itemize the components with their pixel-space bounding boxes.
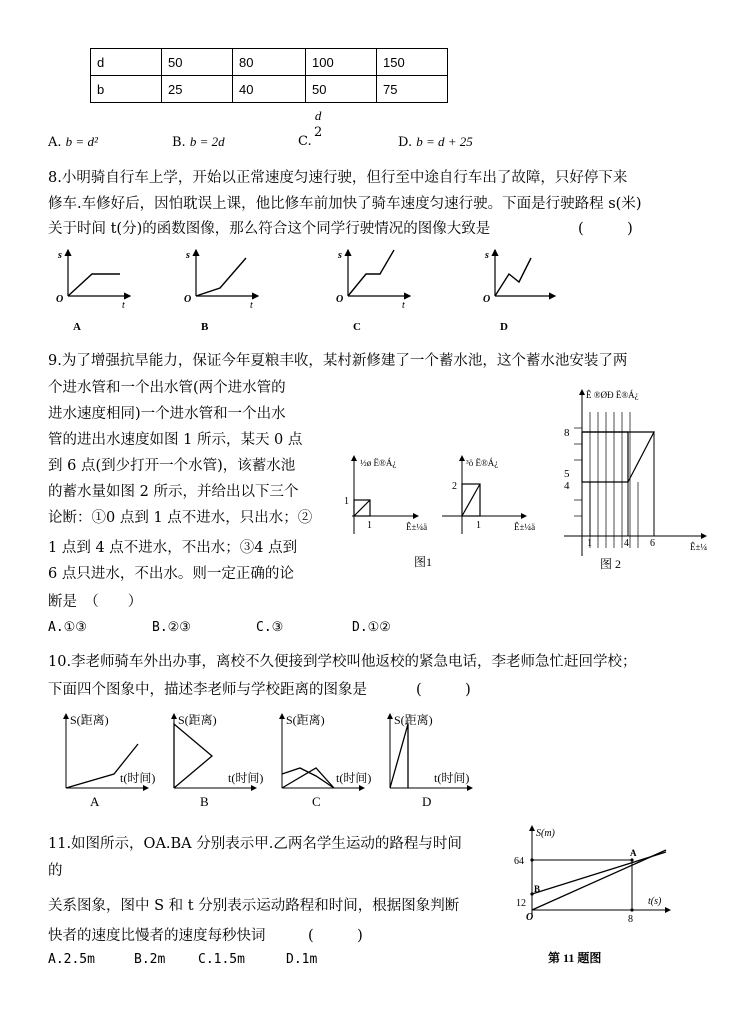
fig1-inflow-chart — [344, 456, 427, 534]
graph-label: B — [200, 794, 209, 809]
q9-text-line: 1 点到 4 点不进水，不出水；③4 点到 — [48, 540, 298, 556]
q11-option-d: D.1m — [286, 952, 318, 967]
q8-graph-d — [483, 250, 555, 333]
q9-option-a: A.①③ — [48, 620, 87, 635]
q9-text-line: 个进水管和一个出水管(两个进水管的 — [48, 380, 286, 396]
q11-line-1b: 的 — [48, 863, 63, 879]
table-cell: 40 — [233, 76, 306, 103]
q8-line-1: 8.小明骑自行车上学，开始以正常速度匀速行驶，但行至中途自行车出了故障，只好停下来 — [48, 170, 628, 186]
point-label: B — [534, 884, 541, 894]
q11-line-3: 快者的速度比慢者的速度每秒快词 — [48, 928, 266, 944]
option-label: A. — [48, 135, 62, 150]
q9-text-line: 论断：①0 点到 1 点不进水，只出水；② — [48, 510, 313, 526]
figure-caption: 图1 — [414, 555, 433, 569]
q7-option-b — [172, 134, 225, 150]
q9-text-line: 断是 （ ） — [48, 594, 143, 610]
axis-label: S(距离) — [178, 713, 217, 727]
q10-graph-a — [66, 713, 155, 809]
q11-option-a: A.2.5m — [48, 952, 95, 967]
table-cell: d — [91, 49, 162, 76]
axis-label: t — [122, 300, 125, 311]
table-cell: 25 — [162, 76, 233, 103]
option-label: B. — [172, 135, 186, 150]
q10-graph-d — [390, 713, 472, 809]
axis-label: ½ø Ë®Á¿ — [360, 458, 397, 468]
data-table — [90, 48, 448, 103]
tick-label: 6 — [650, 538, 655, 549]
tick-label: 4 — [564, 480, 570, 492]
tick-label: 1 — [367, 520, 372, 531]
point-label: A — [630, 848, 637, 858]
table-cell: 80 — [233, 49, 306, 76]
tick-label: 8 — [628, 914, 633, 925]
figure-caption: 图 2 — [600, 557, 622, 571]
tick-label: 8 — [564, 427, 570, 439]
q8-graph-b — [184, 250, 258, 333]
tick-label: 2 — [452, 481, 457, 492]
origin-label: O — [184, 294, 192, 305]
tick-label: 1 — [476, 520, 481, 531]
axis-label: Ê±¼ — [690, 542, 708, 552]
q11-line-2: 关系图象，图中 S 和 t 分别表示运动路程和时间，根据图象判断 — [48, 898, 460, 914]
q10-answer-paren: ( ) — [416, 682, 471, 698]
q8-answer-paren: ( ) — [578, 221, 633, 237]
fraction-denominator: 2 — [314, 125, 323, 140]
table-cell: 150 — [377, 49, 448, 76]
q8-line-3: 关于时间 t(分)的函数图像，那么符合这个同学行驶情况的图像大致是 — [48, 221, 491, 237]
fraction-numerator: d — [314, 108, 322, 123]
q10-graph-b — [174, 713, 263, 809]
table-cell: 50 — [306, 76, 377, 103]
option-expr: b = d² — [65, 134, 98, 149]
axis-label: t(s) — [648, 896, 662, 907]
q9-line-1: 9.为了增强抗旱能力，保证今年夏粮丰收，某村新修建了一个蓄水池，这个蓄水池安装了两 — [48, 353, 628, 369]
graph-label: C — [312, 794, 321, 809]
axis-label: t(时间) — [228, 771, 264, 785]
q11-line-1: 11.如图所示，OA.BA 分别表示甲.乙两名学生运动的路程与时间 — [48, 836, 462, 852]
graph-label: A — [90, 794, 100, 809]
axis-label: S(距离) — [286, 713, 325, 727]
q11-option-b: B.2m — [134, 952, 166, 967]
q11-answer-paren: ( ) — [308, 928, 363, 944]
origin-label: O — [483, 294, 491, 305]
tick-label: 12 — [516, 898, 526, 909]
tick-label: 64 — [514, 856, 524, 867]
q10-line-1: 10.李老师骑车外出办事，离校不久便接到学校叫他返校的紧急电话，李老师急忙赶回学校； — [48, 654, 637, 670]
q7-fraction — [314, 108, 322, 141]
q9-text-line: 到 6 点(到少打开一个水管)，该蓄水池 — [48, 458, 296, 474]
figure-caption: 第 11 题图 — [548, 951, 602, 965]
axis-label: t — [402, 300, 405, 311]
axis-label: s — [58, 250, 62, 261]
table-cell: b — [91, 76, 162, 103]
option-label: C. — [298, 134, 312, 149]
fig1-outflow-chart — [442, 456, 535, 534]
q10-graphs — [48, 708, 488, 812]
q8-graph-c — [336, 250, 410, 333]
q9-text-line: 6 点只进水，不出水。则一定正确的论 — [48, 566, 294, 582]
tick-label: 5 — [564, 468, 570, 480]
q10-line-2: 下面四个图象中，描述李老师与学校距离的图象是 — [48, 682, 367, 698]
q9-figure-2 — [560, 382, 720, 572]
q7-option-d — [398, 134, 473, 150]
q11-option-c: C.1.5m — [198, 952, 245, 967]
option-label: D. — [398, 135, 413, 150]
option-expr: b = d + 25 — [416, 134, 473, 149]
table-cell: 75 — [377, 76, 448, 103]
axis-label: t(时间) — [336, 771, 372, 785]
graph-label: C — [353, 321, 361, 333]
q7-option-c — [298, 134, 312, 149]
axis-label: Ê±¼ä — [514, 522, 536, 532]
q8-line-2: 修车.车修好后，因怕耽误上课，他比修车前加快了骑车速度匀速行驶。下面是行驶路程 s(米) — [48, 196, 642, 212]
axis-label: s — [338, 250, 342, 261]
axis-label: t — [250, 300, 253, 311]
option-expr: b = 2d — [189, 134, 225, 149]
axis-label: s — [186, 250, 190, 261]
origin-label: O — [56, 294, 64, 305]
origin-label: O — [526, 912, 534, 923]
q10-graph-c — [282, 713, 371, 809]
graph-label: D — [422, 794, 432, 809]
axis-label: ³ö Ë®Á¿ — [466, 458, 499, 468]
origin-label: O — [336, 294, 344, 305]
q9-option-b: B.②③ — [152, 620, 191, 635]
table-cell: 50 — [162, 49, 233, 76]
axis-label: S(距离) — [70, 713, 109, 727]
q9-figure-1 — [332, 448, 536, 570]
q8-graphs — [40, 244, 580, 336]
q9-option-c: C.③ — [256, 620, 284, 635]
axis-label: Ê ®ØÐ Ë®Á¿ — [586, 390, 639, 400]
tick-label: 1 — [344, 496, 349, 507]
q11-figure — [510, 822, 700, 970]
axis-label: t(时间) — [120, 771, 156, 785]
table-row — [91, 49, 448, 76]
q9-text-line: 管的进出水速度如图 1 所示，某天 0 点 — [48, 432, 303, 448]
tick-label: 4 — [624, 538, 629, 549]
axis-label: S(距离) — [394, 713, 433, 727]
table-cell: 100 — [306, 49, 377, 76]
q9-option-d: D.①② — [352, 620, 391, 635]
axis-label: t(时间) — [434, 771, 470, 785]
q8-graph-a — [56, 250, 130, 333]
graph-label: A — [73, 321, 81, 333]
q9-text-line: 进水速度相同)一个进水管和一个出水 — [48, 406, 286, 422]
graph-label: B — [201, 321, 209, 333]
table-row — [91, 76, 448, 103]
axis-label: s — [485, 250, 489, 261]
graph-label: D — [500, 321, 508, 333]
q9-text-line: 的蓄水量如图 2 所示，并给出以下三个 — [48, 484, 299, 500]
axis-label: S(m) — [536, 828, 555, 839]
tick-label: 1 — [587, 538, 592, 549]
q7-option-a — [48, 134, 98, 150]
axis-label: Ê±¼ä — [406, 522, 428, 532]
